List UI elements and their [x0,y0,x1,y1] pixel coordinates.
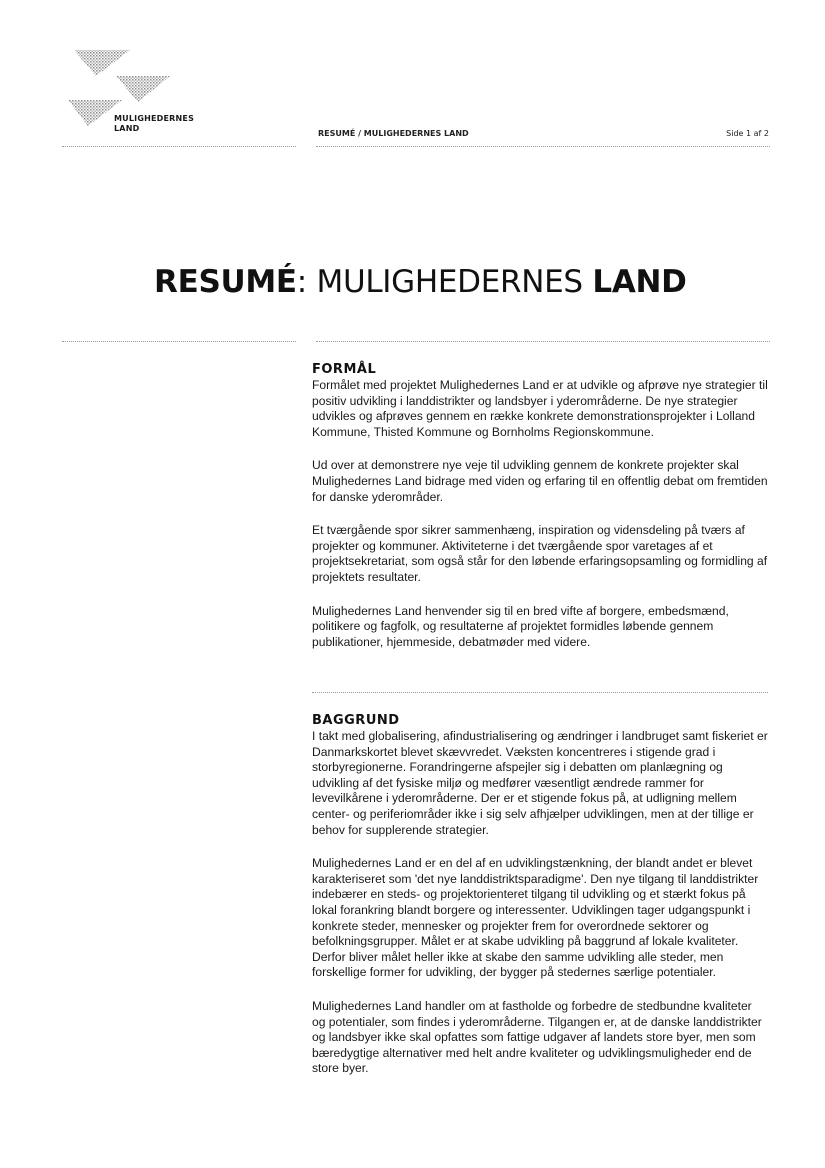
paragraph: Ud over at demonstrere nye veje til udvikling gennem de konkrete projekter skal Mulighedernes Land bidrage med viden og erfaring til en offentlig debat om fremtiden for danske yderområder. [312,458,768,504]
page-number: Side 1 af 2 [726,129,769,138]
paragraph: Et tværgående spor sikrer sammenhæng, inspiration og vidensdeling på tværs af projekter og kommuner. Aktiviteterne i det tværgående spor varetages af et projektsekretariat, som også står for den løbende erfaringsopsamling og formidling af projektets resultater. [312,523,768,584]
header-rule-right [316,146,770,147]
header-rule-left [62,146,296,147]
logo [66,46,196,136]
title-land: LAND [592,264,687,300]
title-colon: : [296,264,307,300]
section-baggrund [312,713,768,1095]
paragraph: Formålet med projektet Mulighedernes Land er at udvikle og afprøve nye strategier til positiv udvikling i landdistrikter og landsbyer i yderområderne. De nye strategier udvikles og afprøves gennem en række konkrete demonstrationsprojekter i Lolland Kommune, Thisted Kommune og Bornholms Regionskommune. [312,378,768,439]
logo-line-1: MULIGHEDERNES [114,114,195,123]
paragraph: I takt med globalisering, afindustrialisering og ændringer i landbruget samt fiskeriet er Danmarkskortet blevet skævvredet. Væksten koncentreres i stigende grad i storbyregionerne. Forandringerne afspejler sig i debatten om planlægning og udvikling af det fysiske miljø og medfører væsentligt ændrede rammer for levevilkårene i yderområderne. Der er et stigende fokus på, at udligning mellem center- og periferiområder ikke i sig selv afhjælper udviklingen, men at der tillige er behov for supplerende strategier. [312,729,768,837]
page-title [154,262,687,302]
section-formaal [312,362,768,668]
title-rule-left [62,341,296,342]
paragraph: Mulighedernes Land henvender sig til en bred vifte af borgere, embedsmænd, politikere og fagfolk, og resultaterne af projektet formidles løbende gennem publikationer, hjemmeside, debatmøder med videre. [312,603,729,649]
paragraph: Mulighedernes Land er en del af en udviklingstænkning, der blandt andet er blevet karakteriseret som 'det nye landdistriktsparadigme'. Den nye tilgang til landdistrikter indebærer en steds- og projektorienteret tilgang til udvikling og et stærkt fokus på lokal forankring blandt borgere og interessenter. Udviklingen tager udgangspunkt i konkrete steder, mennesker og projekter frem for overordnede sektorer og befolkningsgrupper. Målet er at skabe udvikling på baggrund af lokale kvaliteter. Derfor bliver målet heller ikke at skabe den samme udvikling alle steder, men forskellige former for udvikling, der bygger på stedernes særlige potentialer. [312,856,759,980]
header-title: RESUMÉ / MULIGHEDERNES LAND [318,129,469,138]
title-mulighedernes: MULIGHEDERNES [306,264,593,300]
section-heading: BAGGRUND [312,713,400,728]
title-rule-right [316,341,770,342]
section-divider [312,692,768,693]
logo-line-2: LAND [114,124,140,133]
paragraph: Mulighedernes Land handler om at fastholde og forbedre de stedbundne kvaliteter og potentialer, som findes i yderområderne. Tilgangen er, at de danske landdistrikter og landsbyer ikke skal opfattes som fattige udgaver af landets store byer, men som bæredygtige alternativer med helt andre kvaliteter og udviklingsmuligheder end de store byer. [312,998,762,1076]
title-resume: RESUMÉ [154,264,297,300]
section-heading: FORMÅL [312,362,377,377]
